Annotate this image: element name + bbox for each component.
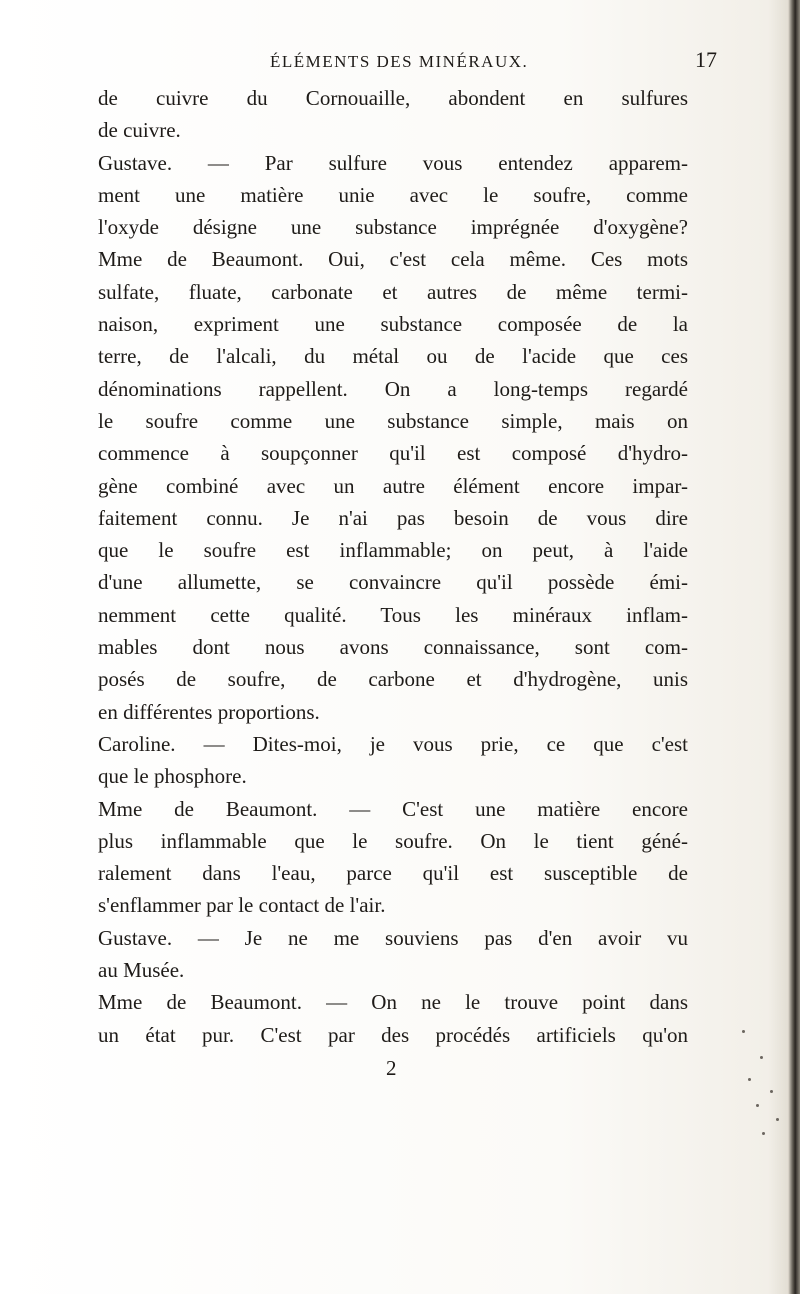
text-line: ralement dans l'eau, parce qu'il est susceptible de — [98, 861, 688, 886]
paper-speck — [742, 1030, 745, 1033]
text-line: sulfate, fluate, carbonate et autres de même termi- — [98, 279, 688, 304]
text-line: dénominations rappellent. On a long-temps regardé — [98, 376, 688, 401]
paper-speck — [760, 1056, 763, 1059]
body-text — [98, 82, 688, 1051]
page-number: 17 — [695, 47, 717, 72]
text-line: s'enflammer par le contact de l'air. — [98, 893, 386, 918]
text-line: Gustave. — Je ne me souviens pas d'en avoir vu — [98, 925, 688, 950]
paper-speck — [770, 1090, 773, 1093]
paper-speck — [776, 1118, 779, 1121]
text-line: en différentes proportions. — [98, 699, 320, 724]
paper-speck — [748, 1078, 751, 1081]
running-title: ÉLÉMENTS DES MINÉRAUX. — [270, 52, 529, 71]
signature-mark: 2 — [386, 1056, 397, 1080]
paper-speck — [756, 1104, 759, 1107]
text-line: ment une matière unie avec le soufre, comme — [98, 182, 688, 207]
text-line: d'une allumette, se convaincre qu'il possède émi- — [98, 570, 688, 595]
paper-speck — [762, 1132, 765, 1135]
text-line: que le soufre est inflammable; on peut, à l'aide — [98, 538, 688, 563]
text-line: que le phosphore. — [98, 764, 247, 789]
text-line: commence à soupçonner qu'il est composé d'hydro- — [98, 441, 688, 466]
text-line: au Musée. — [98, 958, 185, 983]
text-line: gène combiné avec un autre élément encore impar- — [98, 473, 688, 498]
text-line: mables dont nous avons connaissance, sont com- — [98, 635, 688, 660]
text-line: terre, de l'alcali, du métal ou de l'acide que ces — [98, 344, 688, 369]
text-line: l'oxyde désigne une substance imprégnée d'oxygène? — [98, 215, 688, 240]
text-line: plus inflammable que le soufre. On le tient géné- — [98, 828, 688, 853]
text-line: de cuivre. — [98, 118, 181, 143]
page-edge — [788, 0, 800, 1294]
text-line: nemment cette qualité. Tous les minéraux inflam- — [98, 602, 688, 627]
text-line: un état pur. C'est par des procédés artificiels qu'on — [98, 1022, 688, 1047]
text-line: Mme de Beaumont. Oui, c'est cela même. Ces mots — [98, 247, 688, 272]
text-line: Mme de Beaumont. — C'est une matière encore — [98, 796, 688, 821]
text-line: Gustave. — Par sulfure vous entendez apparem- — [98, 150, 688, 175]
text-line: posés de soufre, de carbone et d'hydrogène, unis — [98, 667, 688, 692]
text-line: Caroline. — Dites-moi, je vous prie, ce que c'est — [98, 731, 688, 756]
text-line: Mme de Beaumont. — On ne le trouve point dans — [98, 990, 688, 1015]
text-line: naison, expriment une substance composée de la — [98, 312, 688, 337]
text-line: de cuivre du Cornouaille, abondent en sulfures — [98, 86, 688, 110]
text-line: faitement connu. Je n'ai pas besoin de vous dire — [98, 505, 688, 530]
text-line: le soufre comme une substance simple, mais on — [98, 408, 688, 433]
